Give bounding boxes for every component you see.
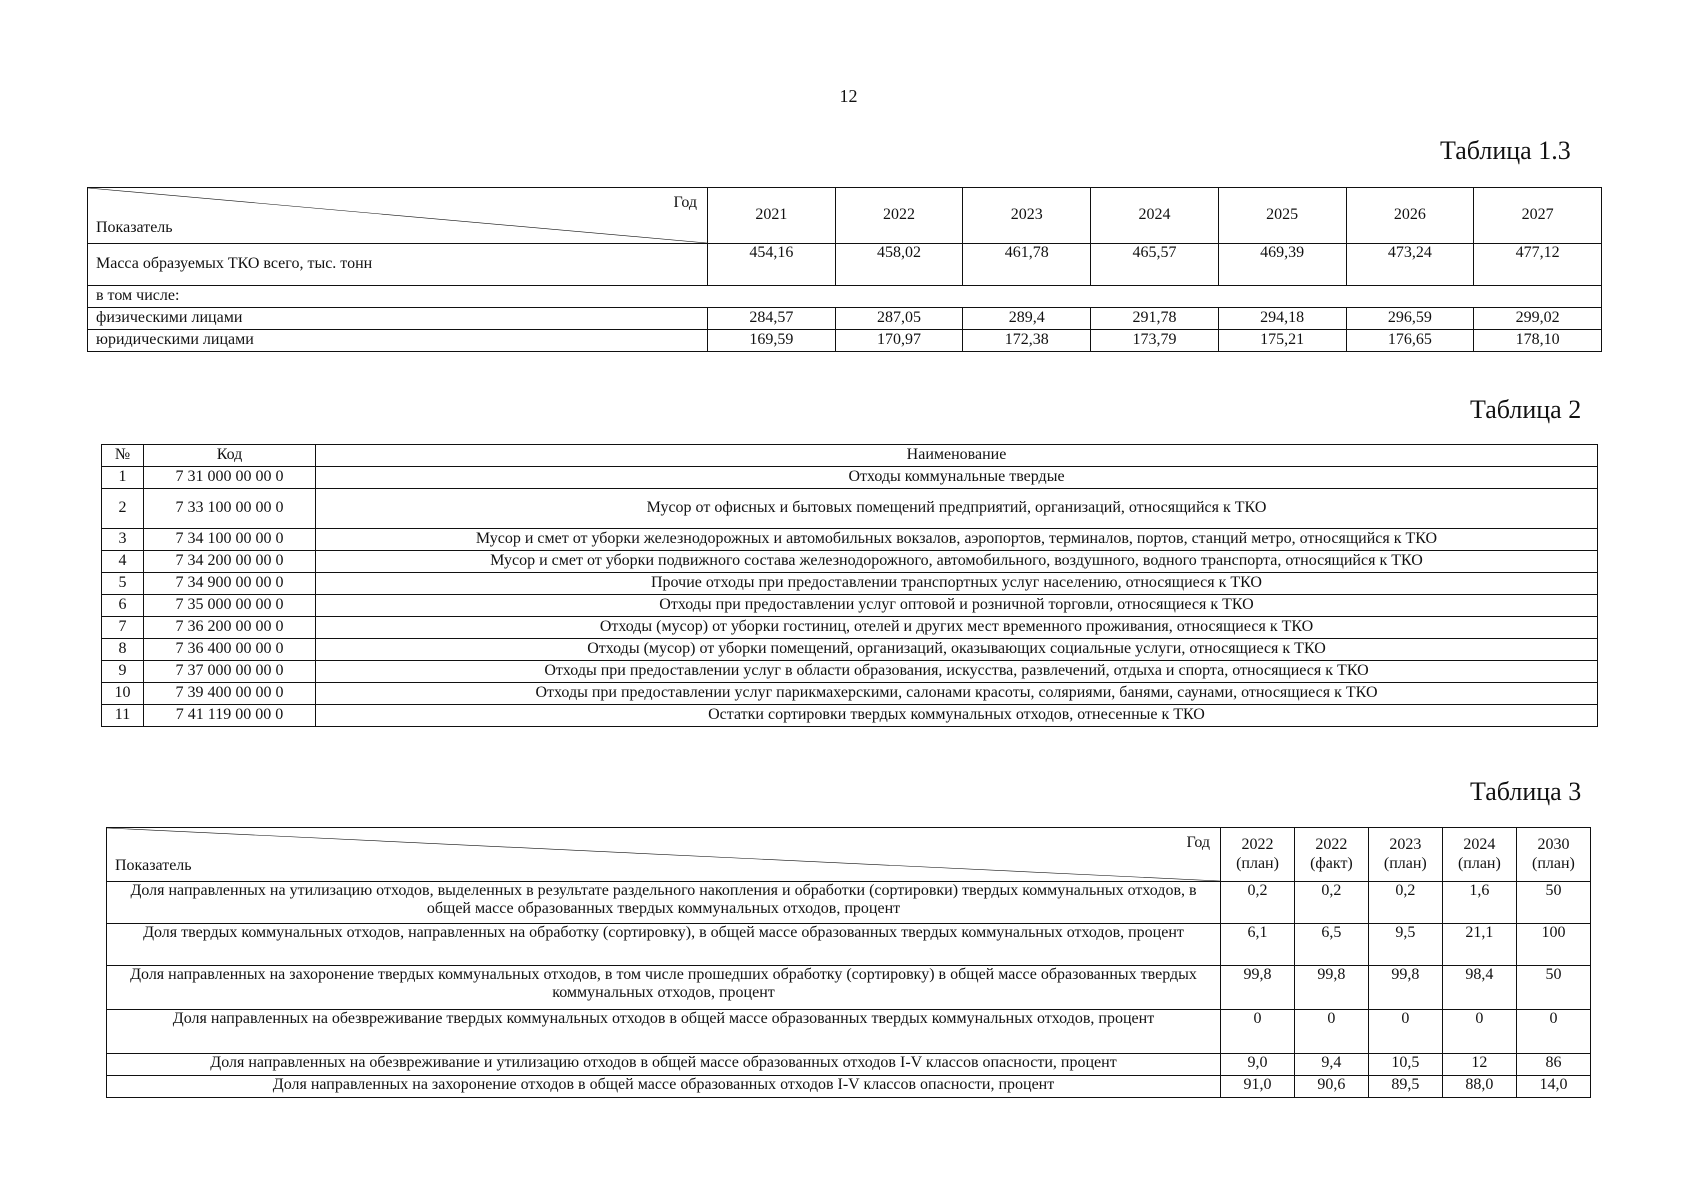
table-row [102, 705, 1598, 727]
diagonal-header-cell [107, 828, 1221, 882]
table-cell: 9,4 [1295, 1054, 1369, 1076]
row-code: 7 34 200 00 00 0 [144, 551, 316, 573]
table-cell: 175,21 [1218, 330, 1346, 352]
row-label: Доля направленных на обезвреживание твердых коммунальных отходов в общей массе образованных твердых коммунальных отходов, процент [107, 1010, 1221, 1054]
table-cell: 172,38 [963, 330, 1091, 352]
table-row [102, 573, 1598, 595]
indicator-corner-label: Показатель [96, 218, 173, 236]
table-cell: 176,65 [1346, 330, 1474, 352]
table-cell: 178,10 [1474, 330, 1602, 352]
row-number: 9 [102, 661, 144, 683]
table-1-3 [87, 187, 1602, 352]
row-number: 1 [102, 467, 144, 489]
table-cell: 99,8 [1221, 966, 1295, 1010]
table-cell: 458,02 [835, 244, 963, 286]
table-cell: 461,78 [963, 244, 1091, 286]
table-cell: 291,78 [1091, 308, 1219, 330]
year-kind: (план) [1236, 854, 1279, 872]
table-cell: 169,59 [708, 330, 836, 352]
year-header [1516, 828, 1590, 882]
row-label: Доля направленных на утилизацию отходов, выделенных в результате раздельного накопления и обработки (сортировки) твердых коммунальных отходов, в общей массе образованных твердых коммунальных отходов, процент [107, 882, 1221, 924]
row-name: Мусор и смет от уборки подвижного состава железнодорожного, автомобильного, воздушного, водного транспорта, относящийся к ТКО [316, 551, 1598, 573]
table-cell: 50 [1516, 882, 1590, 924]
table2-caption: Таблица 2 [1470, 395, 1582, 424]
table-cell: 88,0 [1442, 1076, 1516, 1098]
row-label: Доля направленных на захоронение твердых коммунальных отходов, в том числе прошедших обработку (сортировку) в общей массе образованных твердых коммунальных отходов, процент [107, 966, 1221, 1010]
table-cell: 9,0 [1221, 1054, 1295, 1076]
row-number: 5 [102, 573, 144, 595]
row-code: 7 34 900 00 00 0 [144, 573, 316, 595]
year-header: 2026 [1346, 188, 1474, 244]
year-header: 2023 [963, 188, 1091, 244]
table-row [88, 330, 1602, 352]
row-code: 7 35 000 00 00 0 [144, 595, 316, 617]
table-row [107, 924, 1591, 966]
row-number: 2 [102, 489, 144, 529]
table-cell: 469,39 [1218, 244, 1346, 286]
row-code: 7 31 000 00 00 0 [144, 467, 316, 489]
including-label: в том числе: [88, 286, 1602, 308]
row-code: 7 34 100 00 00 0 [144, 529, 316, 551]
table-cell: 10,5 [1368, 1054, 1442, 1076]
row-name: Отходы (мусор) от уборки гостиниц, отелей и других мест временного проживания, относящиеся к ТКО [316, 617, 1598, 639]
row-number: 8 [102, 639, 144, 661]
year-header [1221, 828, 1295, 882]
year-header: 2021 [708, 188, 836, 244]
row-code: 7 37 000 00 00 0 [144, 661, 316, 683]
table-cell: 86 [1516, 1054, 1590, 1076]
year-value: 2022 [1315, 836, 1348, 854]
table-cell: 21,1 [1442, 924, 1516, 966]
row-name: Отходы при предоставлении услуг парикмахерскими, салонами красоты, соляриями, банями, саунами, относящиеся к ТКО [316, 683, 1598, 705]
year-kind: (план) [1532, 854, 1575, 872]
year-header: 2025 [1218, 188, 1346, 244]
year-kind: (факт) [1310, 854, 1353, 872]
table-cell: 6,1 [1221, 924, 1295, 966]
table-row [102, 683, 1598, 705]
row-name: Отходы коммунальные твердые [316, 467, 1598, 489]
table-cell: 0 [1221, 1010, 1295, 1054]
year-kind: (план) [1457, 854, 1501, 872]
row-number: 6 [102, 595, 144, 617]
table-row [102, 489, 1598, 529]
table-row [102, 467, 1598, 489]
row-label: Доля направленных на захоронение отходов в общей массе образованных отходов I-V классов опасности, процент [107, 1076, 1221, 1098]
row-name: Прочие отходы при предоставлении транспортных услуг населению, относящиеся к ТКО [316, 573, 1598, 595]
year-header [1368, 828, 1442, 882]
table-cell: 0,2 [1295, 882, 1369, 924]
table-row [107, 966, 1591, 1010]
table-row [102, 661, 1598, 683]
year-header: 2027 [1474, 188, 1602, 244]
row-code: 7 36 200 00 00 0 [144, 617, 316, 639]
year-header: 2024 [1091, 188, 1219, 244]
table-cell: 477,12 [1474, 244, 1602, 286]
table13-caption: Таблица 1.3 [1440, 136, 1571, 165]
year-header [1295, 828, 1369, 882]
total-mass-label: Масса образуемых ТКО всего, тыс. тонн [88, 244, 708, 286]
table-row [107, 882, 1591, 924]
row-label: юридическими лицами [88, 330, 708, 352]
table-3 [106, 827, 1591, 1098]
year-header [1442, 828, 1516, 882]
table-cell: 9,5 [1368, 924, 1442, 966]
row-name: Остатки сортировки твердых коммунальных отходов, отнесенные к ТКО [316, 705, 1598, 727]
row-code: 7 36 400 00 00 0 [144, 639, 316, 661]
row-name: Отходы при предоставлении услуг в области образования, искусства, развлечений, отдыха и спорта, относящиеся к ТКО [316, 661, 1598, 683]
table-cell: 89,5 [1368, 1076, 1442, 1098]
table-row [102, 551, 1598, 573]
year-header: 2022 [835, 188, 963, 244]
table3-caption: Таблица 3 [1470, 777, 1582, 806]
table-cell: 299,02 [1474, 308, 1602, 330]
row-label: физическими лицами [88, 308, 708, 330]
table-row [102, 639, 1598, 661]
table-row [107, 1076, 1591, 1098]
table-row [107, 1054, 1591, 1076]
year-value: 2022 [1241, 836, 1274, 854]
row-label: Доля направленных на обезвреживание и утилизацию отходов в общей массе образованных отходов I-V классов опасности, процент [107, 1054, 1221, 1076]
table-cell: 99,8 [1295, 966, 1369, 1010]
row-label: Доля твердых коммунальных отходов, направленных на обработку (сортировку), в общей массе образованных твердых коммунальных отходов, процент [107, 924, 1221, 966]
table-cell: 14,0 [1516, 1076, 1590, 1098]
table-cell: 50 [1516, 966, 1590, 1010]
table-cell: 454,16 [708, 244, 836, 286]
row-name: Отходы при предоставлении услуг оптовой и розничной торговли, относящиеся к ТКО [316, 595, 1598, 617]
row-number: 3 [102, 529, 144, 551]
table-cell: 6,5 [1295, 924, 1369, 966]
table-cell: 1,6 [1442, 882, 1516, 924]
table-cell: 287,05 [835, 308, 963, 330]
table-cell: 12 [1442, 1054, 1516, 1076]
year-value: 2024 [1463, 836, 1496, 854]
diagonal-header-cell [88, 188, 708, 244]
row-number: 11 [102, 705, 144, 727]
table-cell: 98,4 [1442, 966, 1516, 1010]
table-cell: 99,8 [1368, 966, 1442, 1010]
table-cell: 91,0 [1221, 1076, 1295, 1098]
row-code: 7 41 119 00 00 0 [144, 705, 316, 727]
table-row [88, 308, 1602, 330]
year-kind: (план) [1383, 854, 1427, 872]
table-cell: 296,59 [1346, 308, 1474, 330]
row-number: 4 [102, 551, 144, 573]
year-value: 2023 [1389, 836, 1422, 854]
row-code: 7 39 400 00 00 0 [144, 683, 316, 705]
table-cell: 294,18 [1218, 308, 1346, 330]
table-cell: 173,79 [1091, 330, 1219, 352]
column-header-number: № [102, 445, 144, 467]
column-header-name: Наименование [316, 445, 1598, 467]
table-cell: 100 [1516, 924, 1590, 966]
table-cell: 0 [1442, 1010, 1516, 1054]
table-cell: 465,57 [1091, 244, 1219, 286]
table-cell: 289,4 [963, 308, 1091, 330]
table-cell: 0,2 [1368, 882, 1442, 924]
table-cell: 170,97 [835, 330, 963, 352]
row-number: 7 [102, 617, 144, 639]
page-number: 12 [839, 86, 858, 106]
table-cell: 0 [1295, 1010, 1369, 1054]
table-row [102, 595, 1598, 617]
table-cell: 0,2 [1221, 882, 1295, 924]
table-cell: 90,6 [1295, 1076, 1369, 1098]
row-name: Мусор от офисных и бытовых помещений предприятий, организаций, относящийся к ТКО [316, 489, 1598, 529]
year-corner-label: Год [673, 194, 697, 211]
year-corner-label: Год [1186, 834, 1210, 851]
table-cell: 0 [1368, 1010, 1442, 1054]
row-name: Отходы (мусор) от уборки помещений, организаций, оказывающих социальные услуги, относящиеся к ТКО [316, 639, 1598, 661]
table-row [102, 617, 1598, 639]
row-code: 7 33 100 00 00 0 [144, 489, 316, 529]
row-name: Мусор и смет от уборки железнодорожных и автомобильных вокзалов, аэропортов, терминалов, портов, станций метро, относящийся к ТКО [316, 529, 1598, 551]
indicator-corner-label: Показатель [115, 856, 192, 874]
row-number: 10 [102, 683, 144, 705]
table-cell: 284,57 [708, 308, 836, 330]
column-header-code: Код [144, 445, 316, 467]
table-cell: 473,24 [1346, 244, 1474, 286]
year-value: 2030 [1537, 836, 1570, 854]
table-cell: 0 [1516, 1010, 1590, 1054]
table-row [102, 529, 1598, 551]
table-2 [101, 444, 1598, 727]
table-row [107, 1010, 1591, 1054]
